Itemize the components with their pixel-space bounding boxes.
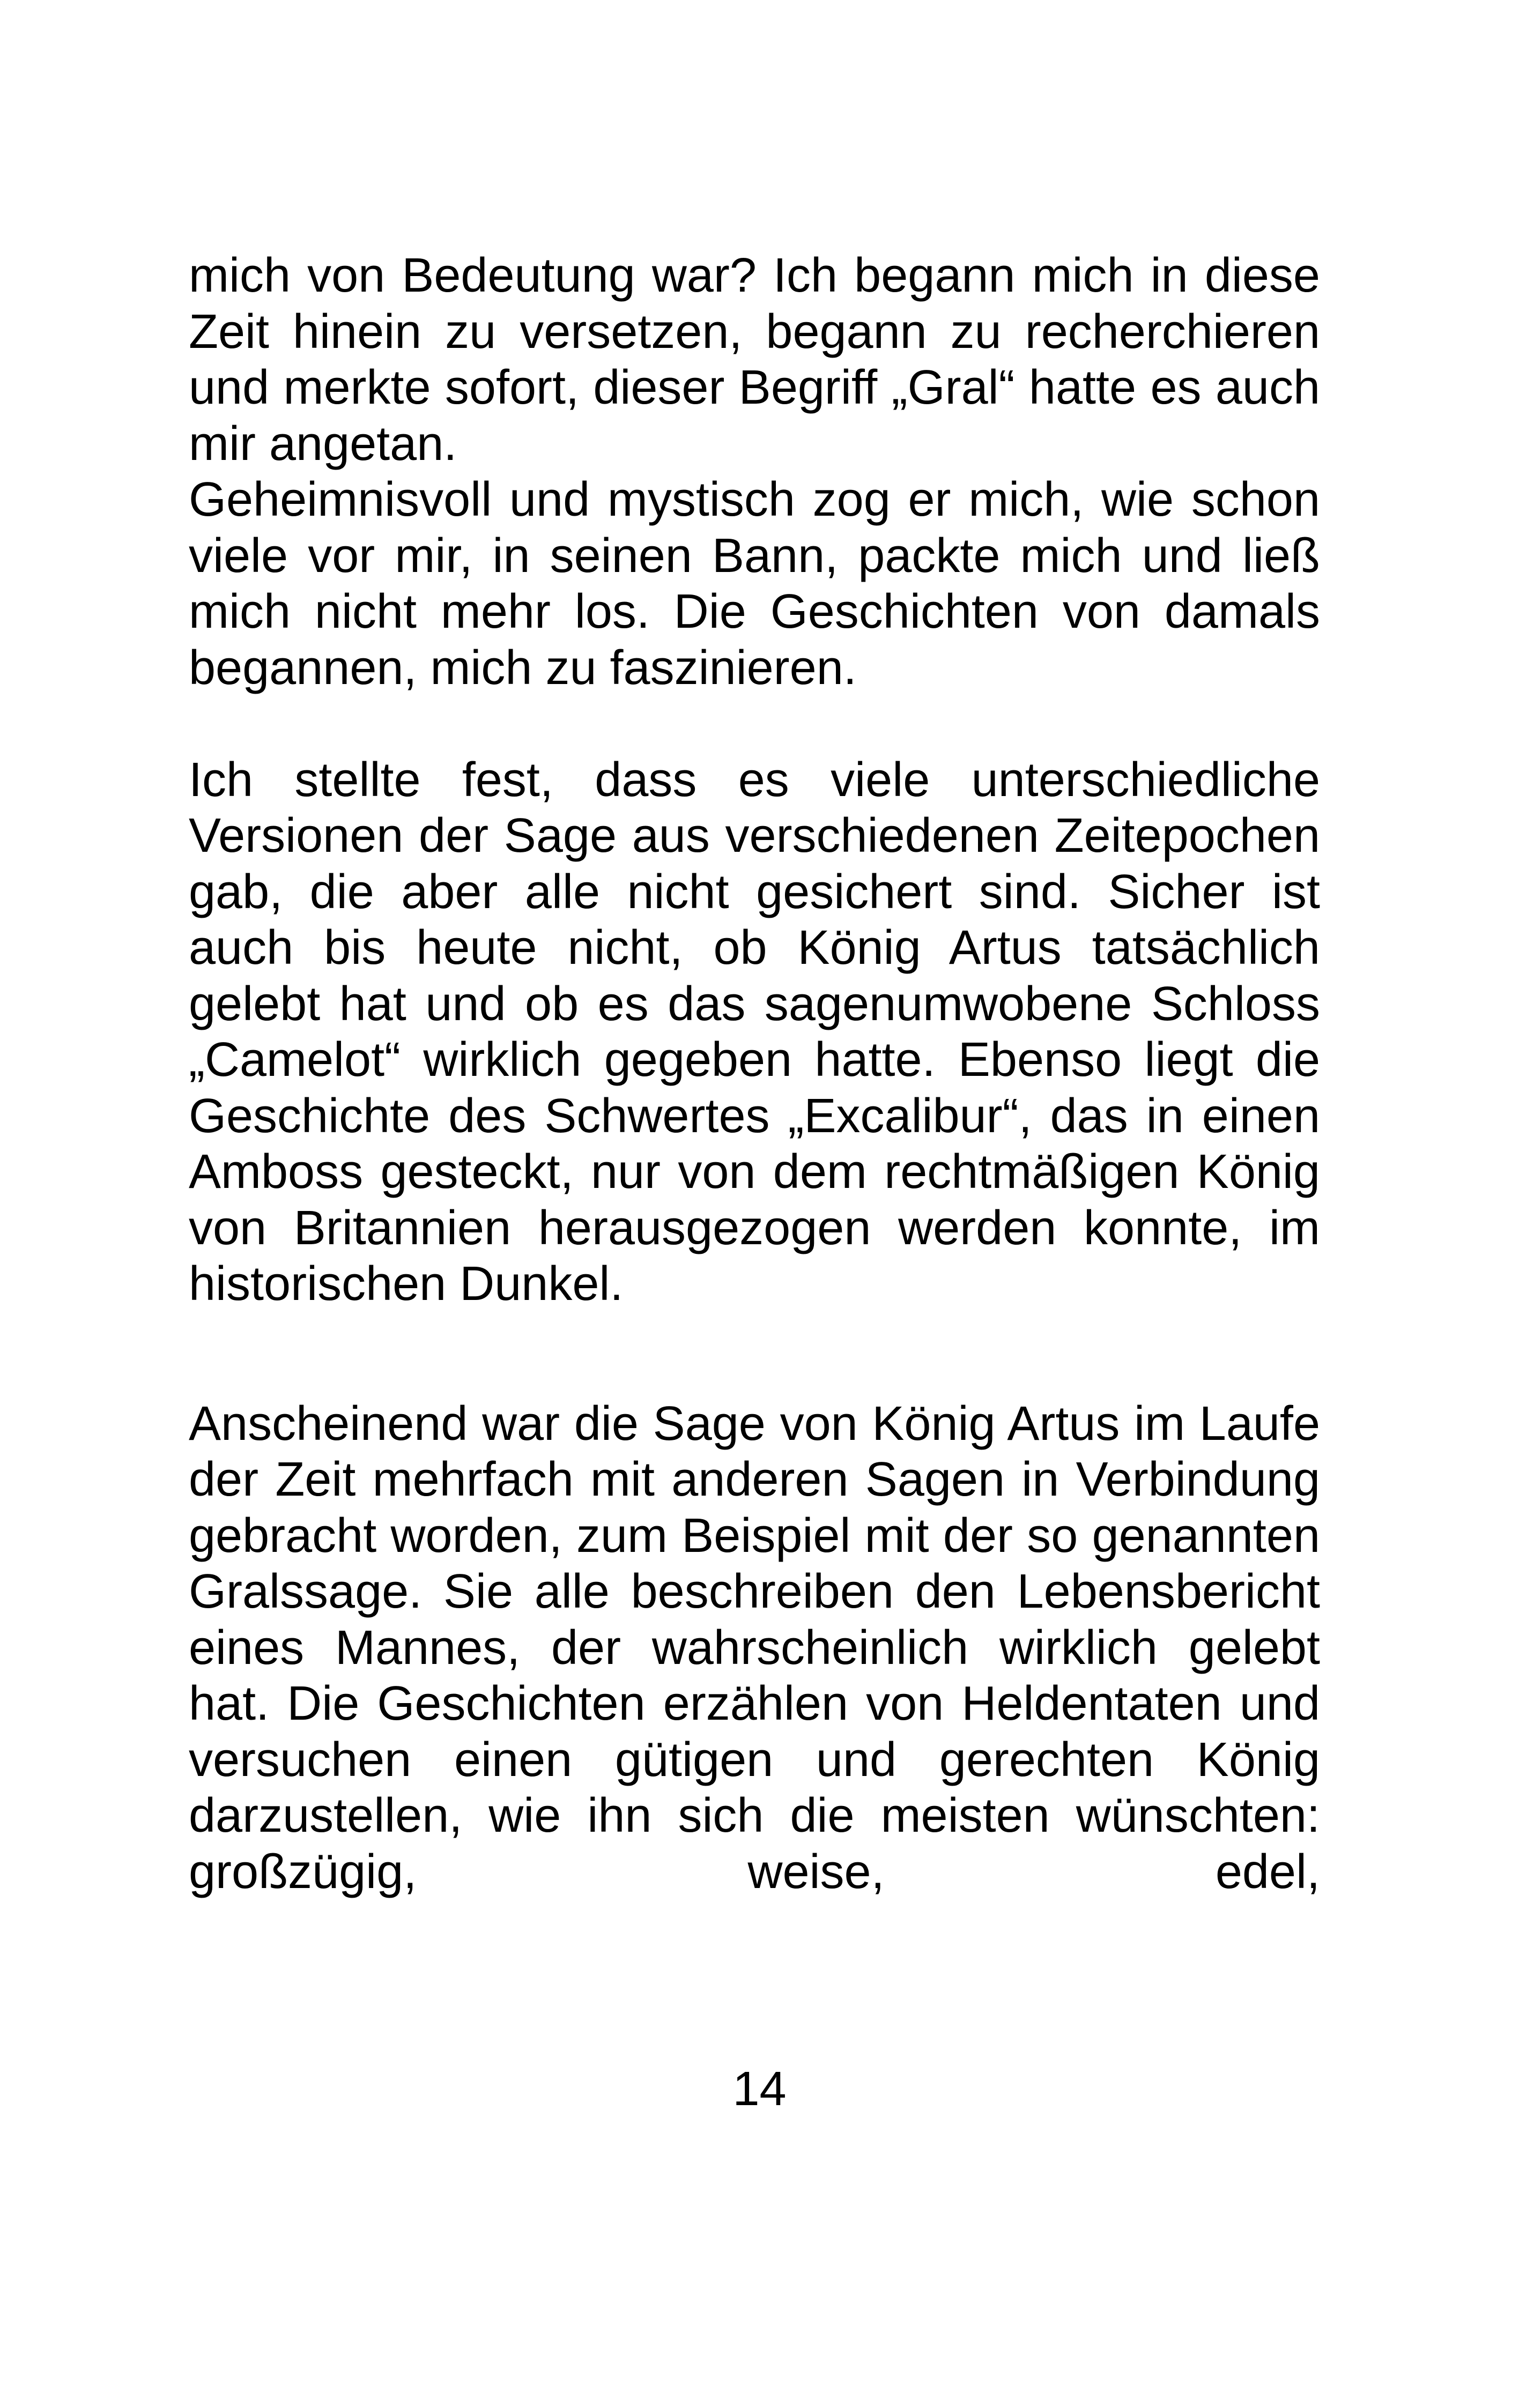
paragraph-gap [189,1312,1320,1396]
paragraph-1: mich von Bedeutung war? Ich begann mich in diese Zeit hinein zu versetzen, begann zu recherchieren und merkte sofort, dieser Begriff „Gral“ hatte es auch mir angetan. [189,249,1320,471]
page-number: 14 [732,2062,787,2116]
body-text [189,248,1320,1900]
paragraph-4: Anscheinend war die Sage von König Artus im Laufe der Zeit mehrfach mit anderen Sagen in Verbindung gebracht worden, zum Beispiel mit der so genannten Gralssage. Sie alle beschreiben den Lebensbericht eines Mannes, der wahrscheinlich wirklich gelebt hat. Die Geschichten erzählen von Heldentaten und versuchen einen gütigen und gerechten König darzustellen, wie ihn sich die meisten wünschten: großzügig, weise, edel, [189,1396,1320,1899]
paragraph-3: Ich stellte fest, dass es viele unterschiedliche Versionen der Sage aus verschiedenen Zeitepochen gab, die aber alle nicht gesichert sind. Sicher ist auch bis heute nicht, ob König Artus tatsächlich gelebt hat und ob es das sagenumwobene Schloss „Camelot“ wirklich gegeben hatte. Ebenso liegt die Geschichte des Schwertes „Excalibur“, das in einen Amboss gesteckt, nur von dem rechtmäßigen König von Britannien herausgezogen werden konnte, im historischen Dunkel. [189,753,1320,1311]
paragraph-2: Geheimnisvoll und mystisch zog er mich, wie schon viele vor mir, in seinen Bann, packte mich und ließ mich nicht mehr los. Die Geschichten von damals begannen, mich zu faszinieren. [189,473,1320,695]
paragraph-gap [189,696,1320,752]
